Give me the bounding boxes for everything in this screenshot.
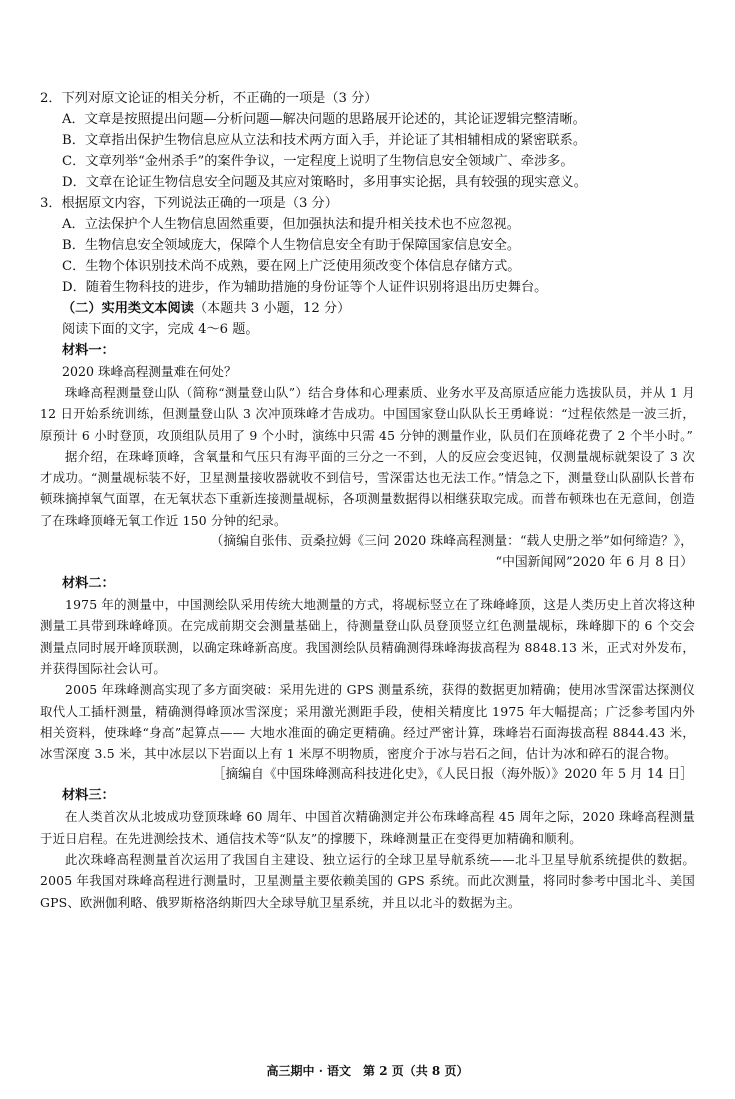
section-heading	[40, 298, 695, 319]
question-2-option-c: C．文章列举“金州杀手”的案件争议，一定程度上说明了生物信息安全领域广、牵涉多。	[62, 154, 574, 169]
question-2-option-b: B．文章指出保护生物信息应从立法和技术两方面入手，并论证了其相辅相成的紧密联系。	[62, 133, 586, 148]
material-1-label: 材料一：	[62, 343, 115, 358]
question-3-option-d: D．随着生物科技的进步，作为辅助措施的身份证等个人证件识别将退出历史舞台。	[62, 280, 548, 295]
question-2-option-a: A．文章是按照提出问题—分析问题—解决问题的思路展开论述的，其论证逻辑完整清晰。	[62, 112, 586, 127]
material-1-paragraph: 据介绍，在珠峰顶峰，含氧量和气压只有海平面的三分之一不到，人的反应会变迟钝，仅测量觇标就架设了 3 次才成功。“测量觇标装不好，卫星测量接收器就收不到信号，雪深雷达也无法工作。”情急之下，测量登山队副队长普布顿珠摘掉氧气面罩，在无氧状态下重新连接测量觇标，各项测量数据得以相继获取完成。而普布顿珠也在无意间，创造了在珠峰顶峰无氧工作近 150 分钟的纪录。	[40, 448, 695, 528]
material-3-paragraph: 在人类首次从北坡成功登顶珠峰 60 周年、中国首次精确测定并公布珠峰高程 45 周年之际，2020 珠峰高程测量于近日启程。在先进测绘技术、通信技术等“队友”的撑腰下，珠峰测量正在变得更加精确和顺利。	[40, 809, 695, 846]
page-footer: 高三期中 · 语文 第 2 页（共 8 页）	[266, 1064, 469, 1078]
material-3-label: 材料三：	[62, 788, 115, 804]
material-2-paragraph: 1975 年的测量中，中国测绘队采用传统大地测量的方式，将觇标竖立在了珠峰峰顶，这是人类历史上首次将这种测量工具带到珠峰峰顶。在完成前期交会测量基础上，待测量登山队员登顶竖立红色测量觇标，珠峰脚下的 6 个交会测量点同时展开峰顶联测，以确定珠峰新高度。我国测绘队员精确测得珠峰海拔高程为 8848.13 米，正式对外发布，并获得国际社会认可。	[40, 597, 695, 676]
section-title: （二）实用类文本阅读	[62, 301, 194, 316]
material-3-paragraph: 此次珠峰高程测量首次运用了我国自主建设、独立运行的全球卫星导航系统——北斗卫星导航系统提供的数据。2005 年我国对珠峰高程进行测量时，卫星测量主要依赖美国的 GPS 系统。而此次测量，将同时参考中国北斗、美国 GPS、欧洲伽利略、俄罗斯格洛纳斯四大全球导航卫星系统，并且以北斗的数据为主。	[40, 852, 695, 910]
question-3-option-c: C．生物个体识别技术尚不成熟，要在网上广泛使用须改变个体信息存储方式。	[62, 259, 521, 274]
question-3-option-a: A．立法保护个人生物信息固然重要，但加强执法和提升相关技术也不应忽视。	[62, 217, 520, 232]
material-2-source: ［摘编自《中国珠峰测高科技进化史》，《人民日报（海外版）》2020 年 5 月 14 日］	[212, 767, 693, 783]
section-note: （本题共 3 小题，12 分）	[193, 301, 351, 316]
material-1-source-line-1: （摘编自张伟、贡桑拉姆《三问 2020 珠峰高程测量：“载人史册之举”如何缔造？》，	[210, 534, 693, 550]
material-2-paragraph: 2005 年珠峰测高实现了多方面突破：采用先进的 GPS 测量系统，获得的数据更加精确；使用冰雪深雷达探测仪取代人工插杆测量，精确测得峰顶冰雪深度；采用激光测距手段，使相关精度比 1975 年大幅提高；广泛参考国内外相关资料，使珠峰“身高”起算点—— 大地水准面的确定更精确。经过严密计算，珠峰岩石面海拔高程 8844.43 米，冰雪深度 3.5 米，其中冰层以下岩面以上有 1 米厚不明物质，密度介于冰与岩石之间，估计为冰和碎石的混合物。	[40, 682, 695, 762]
section-instruction: 阅读下面的文字，完成 4～6 题。	[62, 322, 259, 337]
material-1-paragraph: 珠峰高程测量登山队（简称“测量登山队”）结合身体和心理素质、业务水平及高原适应能力选拔队员，并从 1 月 12 日开始系统训练，但测量登山队 3 次冲顶珠峰才告成功。中国国家登山队队长王勇峰说：“过程依然是一波三折，原预计 6 小时登顶，攻顶组队员用了 9 个小时，演练中只需 45 分钟的测量作业，队员们在顶峰花费了 2 个半小时。”	[40, 385, 695, 443]
material-1-source-line-2: “中国新闻网”2020 年 6 月 8 日）	[495, 555, 693, 571]
question-3-option-b: B．生物信息安全领域庞大，保障个人生物信息安全有助于保障国家信息安全。	[62, 238, 521, 253]
question-3-stem: 3．根据原文内容，下列说法正确的一项是（3 分）	[40, 196, 338, 211]
question-2-option-d: D．文章在论证生物信息安全问题及其应对策略时，多用事实论据，具有较强的现实意义。	[62, 175, 587, 190]
material-1-subtitle: 2020 珠峰高程测量难在何处？	[62, 364, 237, 379]
material-2-label: 材料二：	[62, 576, 115, 592]
question-2-stem: 2．下列对原文论证的相关分析，不正确的一项是（3 分）	[40, 91, 378, 106]
page-content	[40, 88, 695, 913]
